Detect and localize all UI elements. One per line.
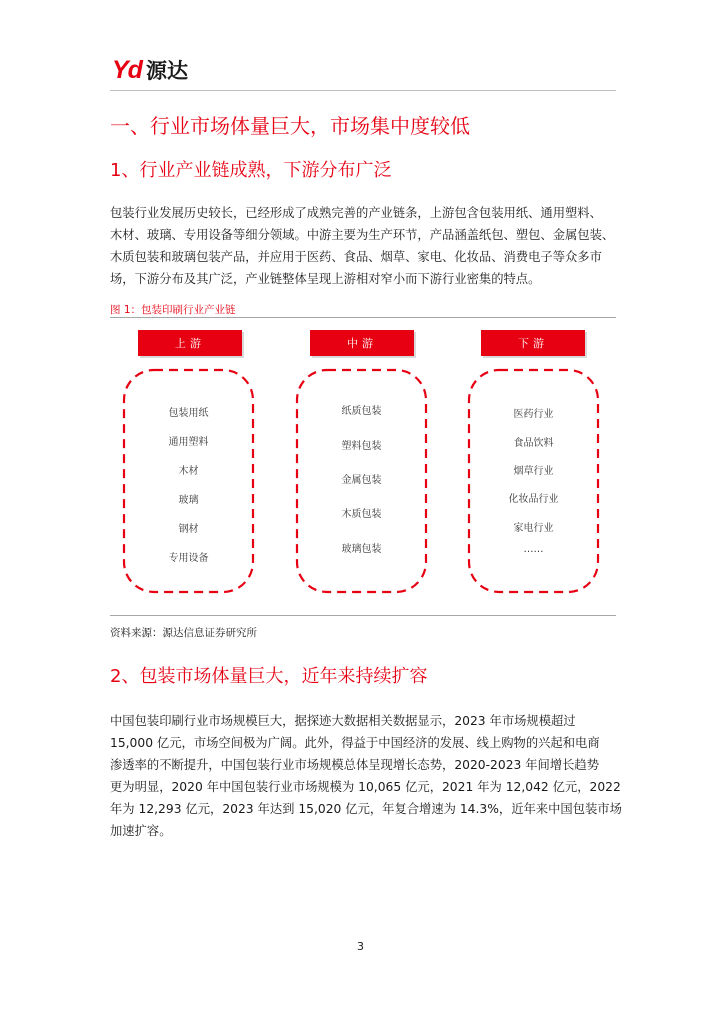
chain-item: 木质包装: [341, 509, 382, 520]
chain-item: 烟草行业: [513, 466, 554, 477]
paragraph-line: 渗透率的不断提升，中国包装行业市场规模总体呈现增长态势，2020-2023 年间增长趋势: [110, 758, 600, 772]
chain-item: 医药行业: [513, 409, 554, 420]
upstream-header: 上游: [138, 330, 242, 356]
logo-text: 源达: [145, 59, 188, 83]
chain-item: 通用塑料: [168, 437, 209, 448]
subsection-title-2: 2、包装市场体量巨大，近年来持续扩容: [110, 666, 428, 687]
chain-item: 玻璃包装: [341, 544, 382, 555]
chain-item: 家电行业: [513, 523, 554, 534]
section-title: 一、行业市场体量巨大，市场集中度较低: [110, 114, 470, 138]
brand-logo: [112, 56, 188, 84]
paragraph-line: 15,000 亿元，市场空间极为广阔。此外，得益于中国经济的发展、线上购物的兴起和电商: [110, 736, 600, 750]
figure-caption: 图 1：包装印刷行业产业链: [110, 304, 236, 316]
figure-source: 资料来源：源达信息证券研究所: [110, 627, 257, 639]
figure-bottom-rule: [110, 615, 616, 616]
chain-item: 纸质包装: [341, 406, 382, 417]
page-number: 3: [357, 940, 364, 953]
paragraph-line: 包装行业发展历史较长，已经形成了成熟完善的产业链条，上游包含包装用纸、通用塑料、: [110, 206, 602, 220]
paragraph-line: 木材、玻璃、专用设备等细分领域。中游主要为生产环节，产品涵盖纸包、塑包、金属包装、: [110, 228, 615, 242]
paragraph-industry-chain: [110, 202, 622, 290]
chain-item: 金属包装: [341, 475, 382, 486]
subsection-title-1: 1、行业产业链成熟，下游分布广泛: [110, 160, 392, 181]
header-divider: [110, 90, 616, 91]
chain-item: 玻璃: [178, 495, 199, 506]
chain-item: 包装用纸: [168, 408, 209, 419]
paragraph-line: 木质包装和玻璃包装产品，并应用于医药、食品、烟草、家电、化妆品、消费电子等众多市: [110, 250, 602, 264]
paragraph-line: 更为明显，2020 年中国包装行业市场规模为 10,065 亿元，2021 年为 12,042 亿元，2022: [110, 780, 621, 794]
dashed-border: [467, 368, 600, 594]
downstream-header: 下游: [481, 330, 585, 356]
chain-item: 钢材: [178, 524, 199, 535]
midstream-box: [295, 368, 428, 594]
paragraph-line: 中国包装印刷行业市场规模巨大，据探迹大数据相关数据显示，2023 年市场规模超过: [110, 714, 576, 728]
chain-item: ……: [523, 544, 544, 555]
chain-item: 食品饮料: [513, 438, 554, 449]
downstream-box: [467, 368, 600, 594]
chain-item: 塑料包装: [341, 441, 382, 452]
chain-item: 化妆品行业: [508, 494, 559, 505]
paragraph-line: 加速扩容。: [110, 824, 172, 838]
paragraph-line: 场，下游分布及其广泛，产业链整体呈现上游相对窄小而下游行业密集的特点。: [110, 272, 541, 286]
upstream-box: [122, 368, 255, 594]
chain-item: 专用设备: [168, 553, 209, 564]
logo-mark: Yd: [112, 55, 142, 84]
paragraph-market-size: [110, 710, 622, 842]
paragraph-line: 年为 12,293 亿元，2023 年达到 15,020 亿元，年复合增速为 14.3%，近年来中国包装市场: [110, 802, 622, 816]
figure-top-rule: [110, 317, 616, 318]
midstream-header: 中游: [310, 330, 414, 356]
chain-item: 木材: [178, 466, 199, 477]
